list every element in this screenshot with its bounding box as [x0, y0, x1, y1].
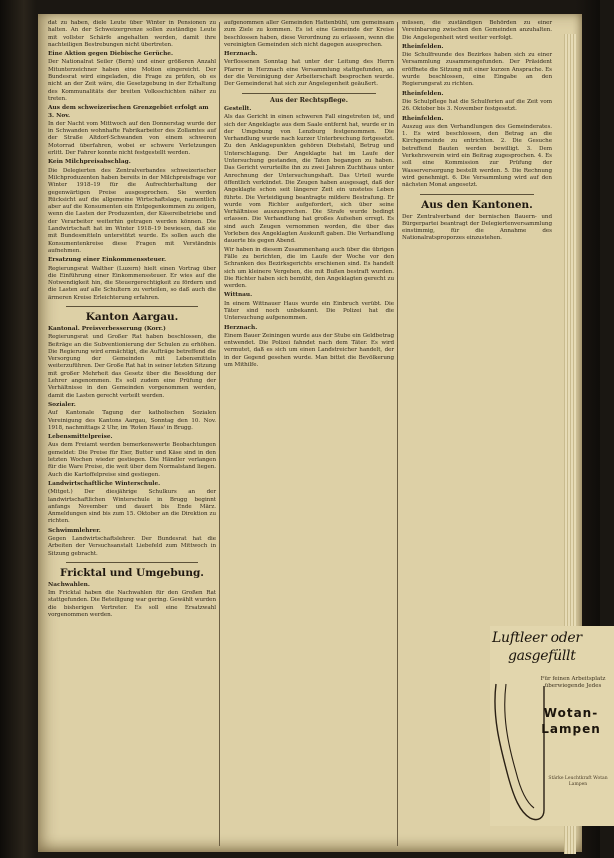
- article-subheading: Landwirtschaftliche Winterschule.: [48, 480, 161, 487]
- article-subheading: Wittnau.: [224, 292, 253, 299]
- section-heading: Aus der Rechtspflege.: [270, 95, 348, 104]
- article-text: Gegen Landwirtschaftslehrer. Der Bundesrat hat die Arbeiten der Versuchsanstalt Liebefeld zum Mittwoch in Sitzung gebracht.: [48, 536, 216, 557]
- article-subheading: Herznach.: [224, 51, 258, 58]
- ad-headline: gasgefüllt: [508, 648, 576, 664]
- article-subheading: Rheinfelden.: [402, 115, 444, 122]
- newspaper-page: [38, 14, 608, 852]
- section-separator: [242, 93, 376, 94]
- article-subheading: Schwimmlehrer.: [48, 527, 101, 534]
- article-text: aufgenommen aller Gemeinden Hattenbühl, um gemeinsam zum Ziele zu kommen. Es ist eine Gemeinde der Kreise beschlossen haben, diese Verordnung zu erlassen, wenn die vereinigten Gemeinden sich nicht dagegen aussprechen.: [224, 20, 394, 48]
- ad-small-print: Stärke Leuchtkraft Wotan Lampen: [548, 776, 608, 787]
- ad-brand: Lampen: [541, 722, 601, 736]
- article-text: Der Zentralverband der bernischen Bauern- und Bürgerpartei beantragt der Delegiertenversammlung einstimmig, für die Annahme des Nationalratsproporzes einzustehen.: [402, 213, 552, 242]
- section-heading: Fricktal und Umgebung.: [60, 566, 204, 579]
- ad-brand: Wotan-: [543, 706, 599, 720]
- section-heading: Kanton Aargau.: [85, 310, 179, 323]
- section-separator: [66, 562, 198, 563]
- article-text: Der Nationalrat Seiler (Bern) und einer größeren Anzahl Mitunterzeichner haben eine Motion eingereicht. Der Bundesrat wird eingeladen, die Frage zu prüfen, ob es nicht an der Zeit wäre, die Gesetzgebung in der Erhaltung des Kommunalitäts der breiten Volksschichten näher zu treten.: [48, 59, 216, 102]
- article-subheading: Nachwahlen.: [48, 581, 90, 588]
- column-1: [48, 20, 216, 846]
- ad-headline: Luftleer oder: [492, 630, 582, 646]
- article-text: In einem Wittnauer Haus wurde ein Einbruch verübt. Die Täter sind noch unbekannt. Die Polizei hat die Untersuchung aufgenommen.: [224, 300, 394, 322]
- ad-tagline-1: Für feinen Arbeitsplatz: [540, 676, 606, 682]
- article-subheading: Herznach.: [224, 324, 258, 331]
- article-text: müssen, die zuständigen Behörden zu einer Vereinbarung zwischen den Gemeinden anzuhalten. Die Angelegenheit wird weiter verfolgt.: [402, 20, 552, 41]
- article-subheading: Rheinfelden.: [402, 90, 444, 97]
- article-subheading: Kein Milchpreisabschlag.: [48, 159, 131, 166]
- article-text: In der Nacht vom Mittwoch auf den Donnerstag wurde der in Schwanden wohnhafte Fabrikarbeiter des Zollamtes auf der Straße Altdorf-Schwanden von einem schweren Motorrad überfahren, wobei er schwere Verletzungen erlitt. Der Fahrer konnte nicht festgestellt werden.: [48, 120, 216, 157]
- article-subheading: Eine Aktion gegen Diebische Gerüche.: [48, 51, 173, 58]
- article-text: Aus dem Freiamt werden bemerkenswerte Beobachtungen gemeldet: Die Preise für Eier, Butter und Käse sind in den letzten Wochen wieder gestiegen. Die Händler verlangen für die Ware Preise, die weit über dem Normalstand liegen. Auch die Kartoffelpreise sind gestiegen.: [48, 442, 216, 478]
- article-text: dat zu haben, diele Leute über Winter in Pensionen zu halten. An der Schweizergrenze sollen zuständige Leute mit vollster Schärfe angehalten werden, damit ihre nachteiligen Bestrebungen nicht übertreten.: [48, 20, 216, 48]
- column-rule: [219, 22, 220, 846]
- article-text: Die Schulpflege hat die Schulferien auf die Zeit vom 26. Oktober bis 3. November festgesetzt.: [402, 98, 552, 113]
- section-separator: [66, 306, 198, 307]
- article-text: Auf Kantonale Tagung der katholischen Sozialen Vereinigung des Kantons Aargau, Sonntag den 10. Nov. 1918, nachmittags 2 Uhr, im 'Roten Haus' in Brugg.: [48, 410, 216, 431]
- article-subheading: Rheinfelden.: [402, 43, 444, 50]
- article-text: Im Fricktal haben die Nachwahlen für den Großen Rat stattgefunden. Die Beteiligung war gering. Gewählt wurden die bisherigen Vertreter. Es soll eine Ersatzwahl vorgenommen werden.: [48, 590, 216, 619]
- article-text: Einem Bauer Zeiningen wurde aus der Stube ein Geldbetrag entwendet. Die Polizei fahndet nach dem Täter. Es wird vermutet, daß es sich um einen Landstreicher handelt, der in der Gegend gesehen wurde. Man bittet die Bevölkerung um Mithilfe.: [224, 332, 394, 369]
- article-subheading: Ersatzung einer Einkommenssteuer.: [48, 257, 167, 264]
- ad-tagline-2: überwiegende Jedes: [544, 683, 602, 689]
- article-text: Verflossenen Sonntag hat unter der Leitung des Herrn Pfarrer in Herznach eine Versammlung stattgefunden, an der die Vereinigung der Arbeiterschaft besprochen wurde. Der Gemeinderat hat sich zur Angelegenheit geäußert.: [224, 59, 394, 88]
- article-text: Die Delegierten des Zentralverbandes schweizerischer Milchproduzenten haben bereits in der Milchpreisfrage vor Winter 1918–19 für die Aufrechterhaltung der gegenwärtigen Preise ausgesprochen. Sie werden Rücksicht auf die allgemeine Wirtschaftslage, namentlich aber auf die Konsumenten ein Entgegenkommen zu zeigen, wenn die Lasten der Produzenten, der Käsereibetriebe und der Verarbeiter weiterhin getragen werden können. Die Landwirtschaft hat im Winter 1918–19 bewiesen, daß sie mit Bundesmitteln unterstützt wurde. Es sollen auch die Konsumentenkreise diese Fragen mit Verständnis aufnehmen.: [48, 167, 216, 254]
- article-text: Auszug aus den Verhandlungen des Gemeinderates. 1. Es wird beschlossen, den Betrag an die Kirchgemeinde zu entrichten. 2. Die Gesuche betreffend Bauten werden bewilligt. 3. Dem Verkehrsverein wird ein Beitrag zugesprochen. 4. Es soll eine Kommission zur Prüfung der Wasserversorgung bestellt werden. 5. Die Rechnung wird genehmigt. 6. Die Versammlung wird auf den nächsten Monat angesetzt.: [402, 123, 552, 189]
- article-subheading: Aus dem schweizerischen Grenzgebiet erfolgt am 3. Nov.: [48, 105, 209, 119]
- article-text: Die Schulfreunde des Bezirkes haben sich zu einer Versammlung zusammengefunden. Der Präsident eröffnete die Sitzung mit einer kurzen Ansprache. Es wurde beschlossen, eine Eingabe an den Regierungsrat zu richten.: [402, 52, 552, 88]
- column-2: [224, 20, 394, 846]
- column-rule: [397, 22, 398, 846]
- article-subheading: Kantonal. Preisverbesserung (Korr.): [48, 325, 166, 332]
- ad-tagline: [534, 676, 612, 690]
- article-text: Regierungsrat und Großer Rat haben beschlossen, die Beiträge an die Subventionierung der Schulen zu erhöhen. Die Regierung wird ermächtigt, die Aufträge betreffend die Versorgung der Gemeinden mit Lebensmitteln weiterzuführen. Der Große Rat hat in seiner letzten Sitzung mit großer Mehrheit das Gesetz über die Besoldung der Lehrer angenommen. Es soll zudem eine Prüfung der Verhältnisse in den Gemeinden vorgenommen werden, damit die Lasten gerecht verteilt werden.: [48, 334, 216, 399]
- article-text: Regierungsrat Walther (Luzern) hielt einen Vortrag über die Einführung einer Einkommenssteuer. Er wies auf die Notwendigkeit hin, die Steuergerechtigkeit zu fördern und die Lasten auf alle Schultern zu verteilen, so daß auch die ärmeren Kreise Erleichterung erfahren.: [48, 265, 216, 301]
- article-subheading: Gestellt.: [224, 105, 252, 112]
- article-subheading: Sozialer.: [48, 401, 76, 408]
- section-heading: Aus den Kantonen.: [421, 198, 533, 211]
- article-subheading: Lebensmittelpreise.: [48, 434, 113, 441]
- wotan-lamp-advertisement: [490, 626, 614, 826]
- article-text: Als das Gericht in einen schweren Fall eingetreten ist, und sich der Angeklagte aus dem Saale entfernt hat, wurde er in der Umgebung von Lenzburg festgenommen. Die Verhandlung wurde nach kurzer Unterbrechung fortgesetzt. Zu den Anklagepunkten gehören Diebstahl, Betrug und Unterschlagung. Der Angeklagte hat im Laufe der Untersuchung gestanden, die Taten begangen zu haben. Das Gericht verurteilte ihn zu zwei Jahren Zuchthaus unter Anrechnung der Untersuchungshaft. Das Urteil wurde öffentlich verkündet. Die Zeugen haben ausgesagt, daß der Angeklagte schon seit längerer Zeit ein unstetes Leben führte. Die Verteidigung beantragte mildere Bestrafung. Er wurde vom Richter aufgefordert, sich über seine Verhältnisse auszusprechen. Die Strafe wurde bedingt erlassen. Die Verhandlung hat großes Aufsehen erregt. Es sind auch Zeugen vernommen worden, die über das Vorleben des Angeklagten Auskunft gaben. Die Verhandlung dauerte bis gegen Abend.: [224, 114, 394, 245]
- article-text: Wir haben in diesem Zusammenhang auch über die übrigen Fälle zu berichten, die im Laufe der Woche vor den Schranken des Bezirksgerichts erschienen sind. Es handelt sich um kleinere Vergehen, die mit Bußen bestraft wurden. Die Richter haben sich bemüht, den Angeklagten gerecht zu werden.: [224, 246, 394, 290]
- article-text: (Mitget.) Der diesjährige Schulkurs an der landwirtschaftlichen Winterschule in Brugg beginnt anfangs November und dauert bis Ende März. Anmeldungen sind bis zum 15. Oktober an die Direktion zu richten.: [48, 489, 216, 525]
- section-separator: [420, 194, 534, 195]
